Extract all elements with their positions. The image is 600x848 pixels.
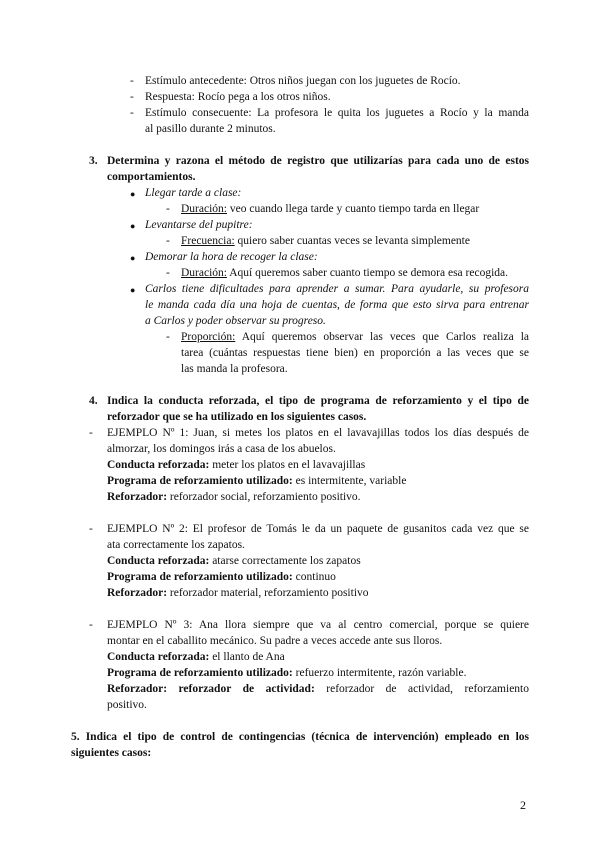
- example-2-programa: [107, 569, 336, 585]
- q4-number: 4.: [89, 395, 98, 407]
- q4-heading-line2: reforzador que se ha utilizado en los siguientes casos.: [107, 411, 367, 423]
- example-3-line2: montar en el caballito mecánico. Su padre a veces accede ante sus lloros.: [107, 635, 443, 647]
- q3-behavior-1: Llegar tarde a clase:: [145, 187, 242, 199]
- example-3-reforzador: [107, 681, 529, 697]
- example-2-conducta-value: atarse correctamente los zapatos: [209, 555, 361, 567]
- list-dash: -: [89, 619, 93, 631]
- q3-heading-line2: comportamientos.: [107, 171, 196, 183]
- q3-answer-3: [181, 265, 508, 281]
- programa-label: Programa de reforzamiento utilizado:: [107, 667, 293, 679]
- q3-desc-4-line1: Aquí queremos observar las veces que Carlos realiza la: [235, 331, 529, 343]
- list-dash: -: [166, 331, 170, 343]
- example-3-programa: [107, 665, 466, 681]
- q3-heading-line1: Determina y razona el método de registro que utilizarías para cada uno de estos: [107, 155, 529, 167]
- example-3-reforzador-line2: positivo.: [107, 699, 147, 711]
- bullet-icon: ●: [130, 189, 136, 199]
- q3-method-1: Duración:: [181, 203, 227, 215]
- list-dash: -: [89, 523, 93, 535]
- q3-behavior-4-line1: Carlos tiene dificultades para aprender a sumar. Para ayudarle, su profesora: [145, 283, 529, 295]
- example-1-line1: EJEMPLO Nº 1: Juan, si metes los platos en el lavavajillas todos los días después de: [107, 427, 529, 439]
- list-dash: -: [130, 107, 134, 119]
- consequent-stimulus-line2: al pasillo durante 2 minutos.: [145, 123, 276, 135]
- q3-number: 3.: [89, 155, 98, 167]
- example-1-reforzador-value: reforzador social, reforzamiento positivo.: [167, 491, 361, 503]
- example-3-conducta-value: el llanto de Ana: [209, 651, 285, 663]
- reforzador-label: Reforzador:: [107, 491, 168, 503]
- list-dash: -: [166, 203, 170, 215]
- q3-answer-2: [181, 233, 470, 249]
- programa-label: Programa de reforzamiento utilizado:: [107, 571, 293, 583]
- q3-answer-4-line1: [181, 329, 529, 345]
- q3-desc-3: Aquí queremos saber cuanto tiempo se demora esa recogida.: [226, 267, 508, 279]
- list-dash: -: [130, 75, 134, 87]
- example-1-conducta: [107, 457, 365, 473]
- bullet-icon: ●: [130, 285, 136, 295]
- conducta-label: Conducta reforzada:: [107, 651, 210, 663]
- reforzador-bold-label: Reforzador: reforzador de actividad:: [107, 683, 315, 695]
- q3-method-3: Duración:: [181, 267, 227, 279]
- bullet-icon: ●: [130, 221, 136, 231]
- conducta-label: Conducta reforzada:: [107, 555, 210, 567]
- list-dash: -: [130, 91, 134, 103]
- q3-behavior-4-line3: a Carlos y poder observar su progreso.: [145, 315, 326, 327]
- example-3-reforzador-value: reforzador de actividad, reforzamiento: [314, 683, 529, 695]
- q3-answer-1: [181, 201, 479, 217]
- example-2-reforzador-value: reforzador material, reforzamiento positivo: [167, 587, 369, 599]
- example-2-line1: EJEMPLO Nº 2: El profesor de Tomás le da un paquete de gusanitos cada vez que se: [107, 523, 529, 535]
- example-3-programa-value: refuerzo intermitente, razón variable.: [292, 667, 467, 679]
- q3-method-4: Proporción:: [181, 331, 236, 343]
- q3-behavior-2: Levantarse del pupitre:: [145, 219, 253, 231]
- programa-label: Programa de reforzamiento utilizado:: [107, 475, 293, 487]
- q5-heading-line2: siguientes casos:: [71, 747, 152, 759]
- q3-behavior-4-line2: le manda cada día una hoja de cuentas, de forma que esto sirva para entrenar: [145, 299, 529, 311]
- example-2-conducta: [107, 553, 361, 569]
- bullet-icon: ●: [130, 253, 136, 263]
- consequent-stimulus-line1: Estímulo consecuente: La profesora le quita los juguetes a Rocío y la manda: [145, 107, 529, 119]
- example-3-line1: EJEMPLO Nº 3: Ana llora siempre que va al centro comercial, porque se quiere: [107, 619, 529, 631]
- q5-heading-line1: 5. Indica el tipo de control de contingencias (técnica de intervención) empleado en los: [71, 731, 529, 743]
- example-2-reforzador: [107, 585, 369, 601]
- q4-heading-line1: Indica la conducta reforzada, el tipo de programa de reforzamiento y el tipo de: [107, 395, 529, 407]
- antecedent-stimulus-text: Estímulo antecedente: Otros niños juegan con los juguetes de Rocío.: [145, 75, 461, 87]
- example-1-reforzador: [107, 489, 361, 505]
- q3-desc-2: quiero saber cuantas veces se levanta simplemente: [234, 235, 470, 247]
- reforzador-label: Reforzador:: [107, 587, 168, 599]
- example-3-conducta: [107, 649, 285, 665]
- conducta-label: Conducta reforzada:: [107, 459, 210, 471]
- list-dash: -: [166, 267, 170, 279]
- page-number: 2: [520, 798, 526, 812]
- q3-desc-4-line2: tarea (cuántas respuestas tiene bien) en proporción a las veces que se: [181, 347, 529, 359]
- example-1-line2: almorzar, los domingos irás a casa de los abuelos.: [107, 443, 336, 455]
- example-2-line2: ata correctamente los zapatos.: [107, 539, 245, 551]
- list-dash: -: [89, 427, 93, 439]
- response-text: Respuesta: Rocío pega a los otros niños.: [145, 91, 331, 103]
- example-1-conducta-value: meter los platos en el lavavajillas: [209, 459, 366, 471]
- example-1-programa: [107, 473, 406, 489]
- list-dash: -: [166, 235, 170, 247]
- example-2-programa-value: continuo: [292, 571, 336, 583]
- q3-desc-1: veo cuando llega tarde y cuanto tiempo tarda en llegar: [226, 203, 480, 215]
- q3-behavior-3: Demorar la hora de recoger la clase:: [145, 251, 318, 263]
- q3-desc-4-line3: las manda la profesora.: [181, 363, 288, 375]
- example-1-programa-value: es intermitente, variable: [292, 475, 407, 487]
- q3-method-2: Frecuencia:: [181, 235, 235, 247]
